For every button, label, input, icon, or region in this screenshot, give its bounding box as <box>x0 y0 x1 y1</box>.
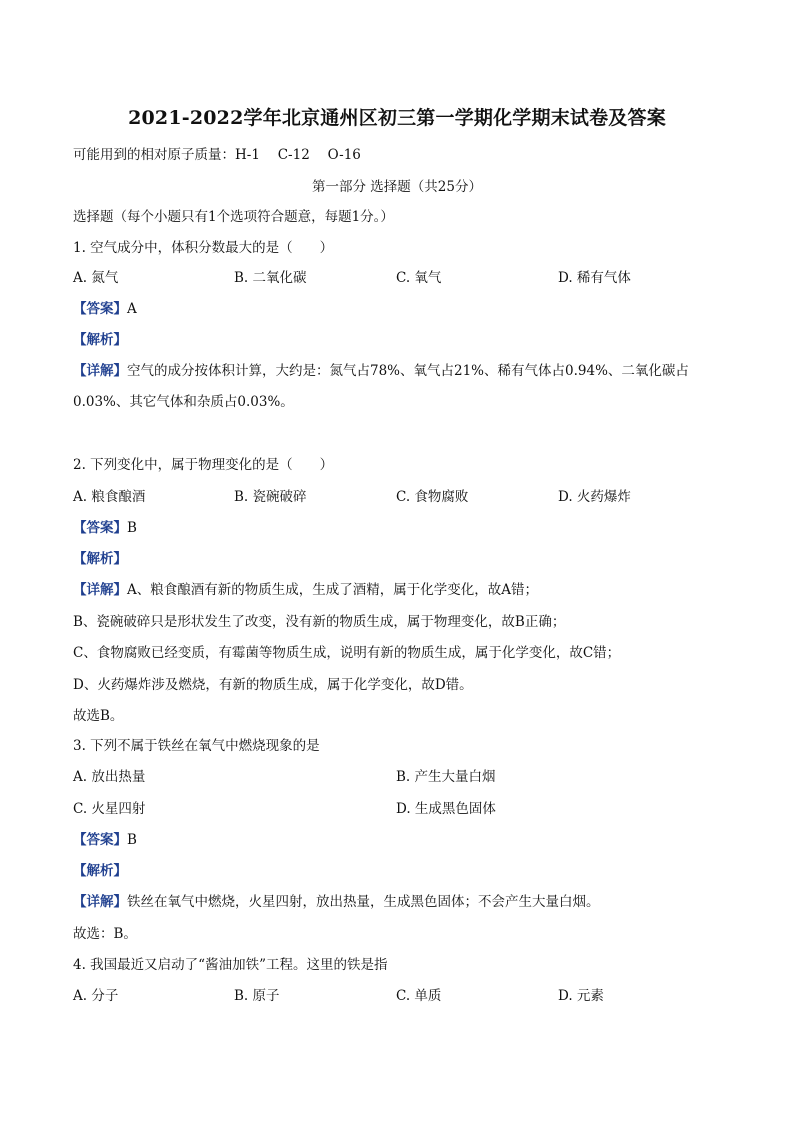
q2-answer <box>73 518 137 538</box>
q3-option-c: C. 火星四射 <box>73 801 146 817</box>
q3-option-d: D. 生成黑色固体 <box>396 801 496 817</box>
q4-option-d: D. 元素 <box>558 988 604 1004</box>
answer-label: 【答案】 <box>73 301 127 317</box>
q3-analysis <box>73 861 127 881</box>
q1-option-a: A. 氮气 <box>73 270 119 286</box>
q3-detail <box>73 892 600 912</box>
q2-option-c: C. 食物腐败 <box>396 489 469 505</box>
q2-detail-a <box>73 580 538 600</box>
q2-detail-b: B、瓷碗破碎只是形状发生了改变，没有新的物质生成，属于物理变化，故B正确； <box>73 614 566 630</box>
q4-option-c: C. 单质 <box>396 988 442 1004</box>
q2-analysis <box>73 549 127 569</box>
q1-option-b: B. 二氧化碳 <box>234 270 307 286</box>
q3-stem: 3. 下列不属于铁丝在氧气中燃烧现象的是 <box>73 738 320 754</box>
q1-detail <box>73 356 723 418</box>
analysis-label: 【解析】 <box>73 551 127 567</box>
q2-answer-value: B <box>127 520 137 536</box>
instructions: 选择题（每个小题只有1个选项符合题意，每题1分。） <box>73 209 394 225</box>
document-title: 2021-2022学年北京通州区初三第一学期化学期末试卷及答案 <box>128 107 666 129</box>
q2-detail-a-text: A、粮食酿酒有新的物质生成，生成了酒精，属于化学变化，故A错； <box>127 582 538 598</box>
q4-stem: 4. 我国最近又启动了“酱油加铁”工程。这里的铁是指 <box>73 957 388 973</box>
q2-stem: 2. 下列变化中，属于物理变化的是（ ） <box>73 457 334 473</box>
q1-answer-value: A <box>127 301 137 317</box>
q3-conclusion: 故选：B。 <box>73 926 137 942</box>
q1-stem: 1. 空气成分中，体积分数最大的是（ ） <box>73 240 334 256</box>
q2-option-d: D. 火药爆炸 <box>558 489 631 505</box>
q3-detail-text: 铁丝在氧气中燃烧，火星四射，放出热量，生成黑色固体；不会产生大量白烟。 <box>127 894 600 910</box>
analysis-label: 【解析】 <box>73 332 127 348</box>
q1-option-c: C. 氧气 <box>396 270 442 286</box>
q1-option-d: D. 稀有气体 <box>558 270 631 286</box>
q1-detail-text: 空气的成分按体积计算，大约是：氮气占78%、氧气占21%、稀有气体占0.94%、二氧化碳占0.03%、其它气体和杂质占0.03%。 <box>73 363 689 410</box>
detail-label: 【详解】 <box>73 582 127 598</box>
q2-option-a: A. 粮食酿酒 <box>73 489 146 505</box>
q3-answer <box>73 830 137 850</box>
q1-answer <box>73 299 137 319</box>
q2-detail-c: C、食物腐败已经变质，有霉菌等物质生成，说明有新的物质生成，属于化学变化，故C错； <box>73 645 621 661</box>
q2-conclusion: 故选B。 <box>73 708 124 724</box>
q1-analysis <box>73 330 127 350</box>
answer-label: 【答案】 <box>73 520 127 536</box>
q2-detail-d: D、火药爆炸涉及燃烧，有新的物质生成，属于化学变化，故D错。 <box>73 677 473 693</box>
analysis-label: 【解析】 <box>73 863 127 879</box>
answer-label: 【答案】 <box>73 832 127 848</box>
q2-option-b: B. 瓷碗破碎 <box>234 489 307 505</box>
atomic-mass-note: 可能用到的相对原子质量：H-1 C-12 O-16 <box>73 147 361 163</box>
q3-option-b: B. 产生大量白烟 <box>396 769 496 785</box>
q4-option-a: A. 分子 <box>73 988 119 1004</box>
q3-option-a: A. 放出热量 <box>73 769 146 785</box>
detail-label: 【详解】 <box>73 894 127 910</box>
detail-label: 【详解】 <box>73 363 127 379</box>
section-title: 第一部分 选择题（共25分） <box>312 179 482 195</box>
q4-option-b: B. 原子 <box>234 988 280 1004</box>
q3-answer-value: B <box>127 832 137 848</box>
